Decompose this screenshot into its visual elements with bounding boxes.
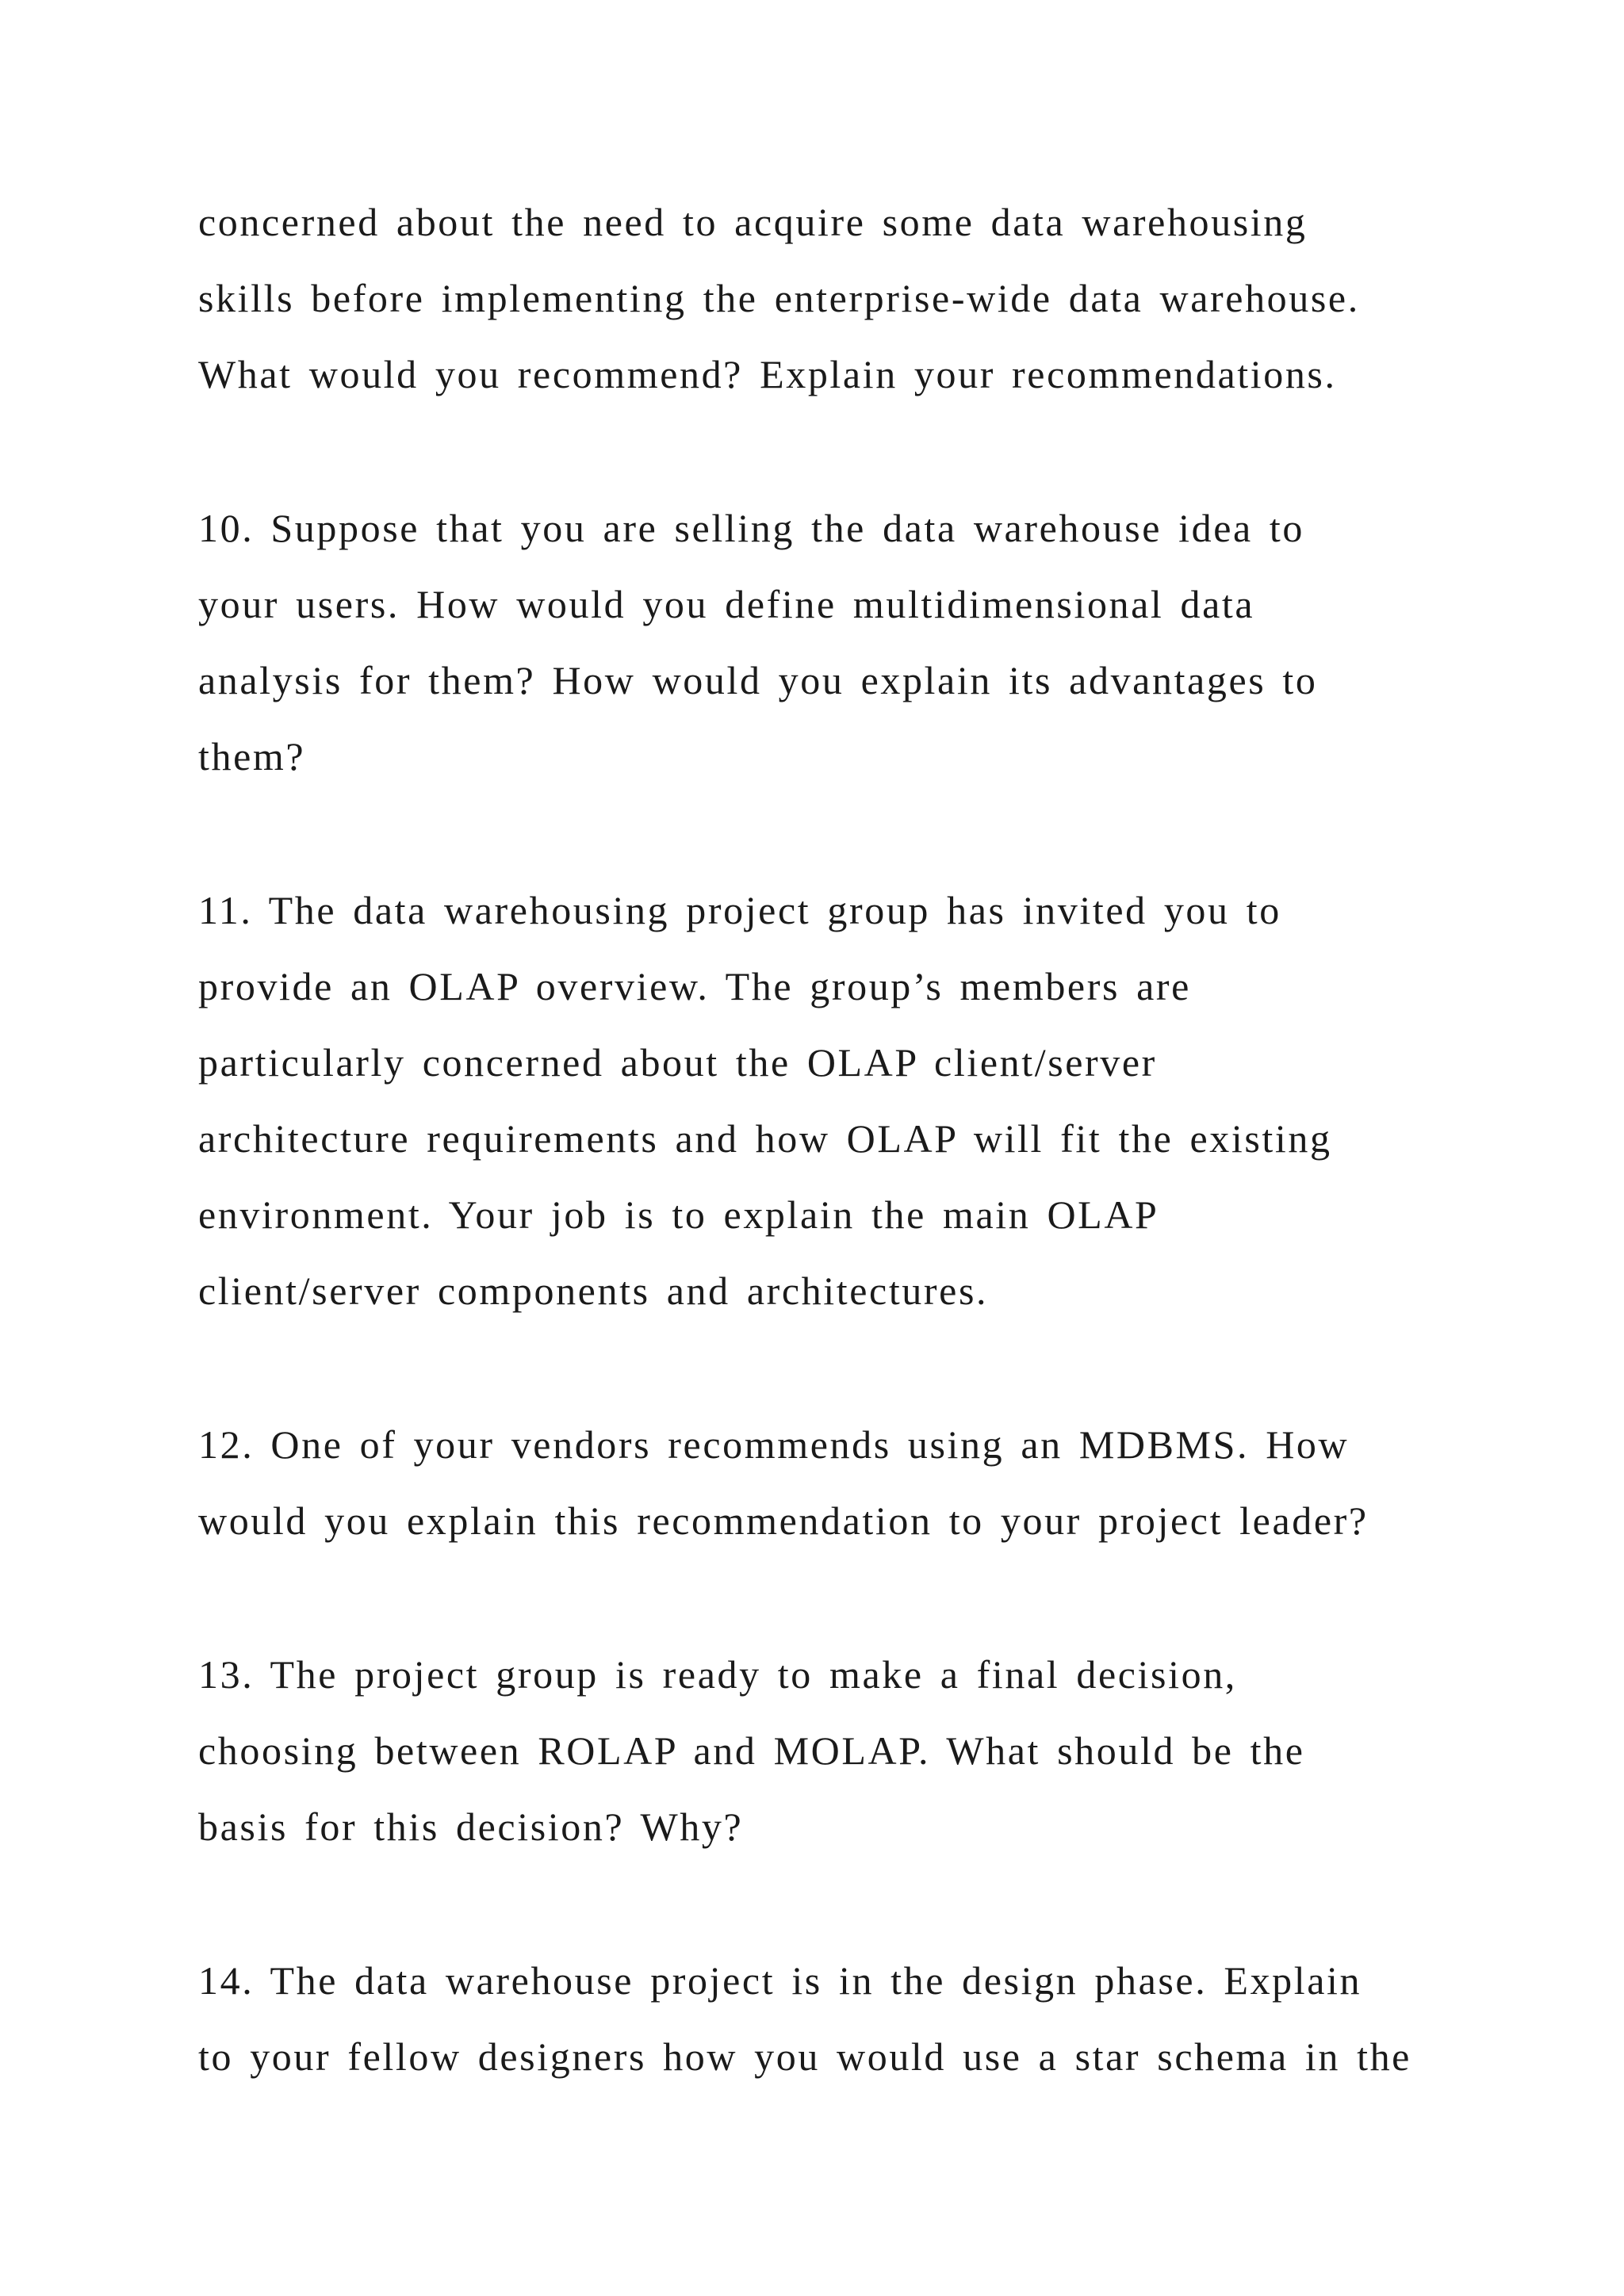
- question-12-line: 12. One of your vendors recommends using an MDBMS. How: [198, 1422, 1350, 1467]
- question-11-line: 11. The data warehousing project group has invited you to: [198, 888, 1281, 932]
- text-line: them?: [198, 734, 306, 779]
- question-14-line: 14. The data warehouse project is in the design phase. Explain: [198, 1958, 1362, 2003]
- text-line: What would you recommend? Explain your recommendations.: [198, 352, 1337, 396]
- text-line: concerned about the need to acquire some data warehousing: [198, 200, 1308, 244]
- text-line: analysis for them? How would you explain its advantages to: [198, 658, 1318, 702]
- text-line: to your fellow designers how you would use a star schema in the: [198, 2034, 1411, 2079]
- question-13-line: 13. The project group is ready to make a final decision,: [198, 1652, 1237, 1697]
- text-line: provide an OLAP overview. The group’s members are: [198, 964, 1191, 1008]
- text-line: basis for this decision? Why?: [198, 1804, 744, 1849]
- text-line: environment. Your job is to explain the main OLAP: [198, 1192, 1159, 1237]
- question-10-line: 10. Suppose that you are selling the data warehouse idea to: [198, 506, 1305, 550]
- text-line: skills before implementing the enterprise-wide data warehouse.: [198, 276, 1360, 320]
- text-line: would you explain this recommendation to your project leader?: [198, 1498, 1369, 1543]
- text-line: choosing between ROLAP and MOLAP. What should be the: [198, 1728, 1305, 1773]
- text-line: your users. How would you define multidimensional data: [198, 582, 1255, 626]
- text-line: client/server components and architectures.: [198, 1269, 989, 1313]
- text-line: architecture requirements and how OLAP will fit the existing: [198, 1116, 1332, 1161]
- text-line: particularly concerned about the OLAP client/server: [198, 1040, 1157, 1085]
